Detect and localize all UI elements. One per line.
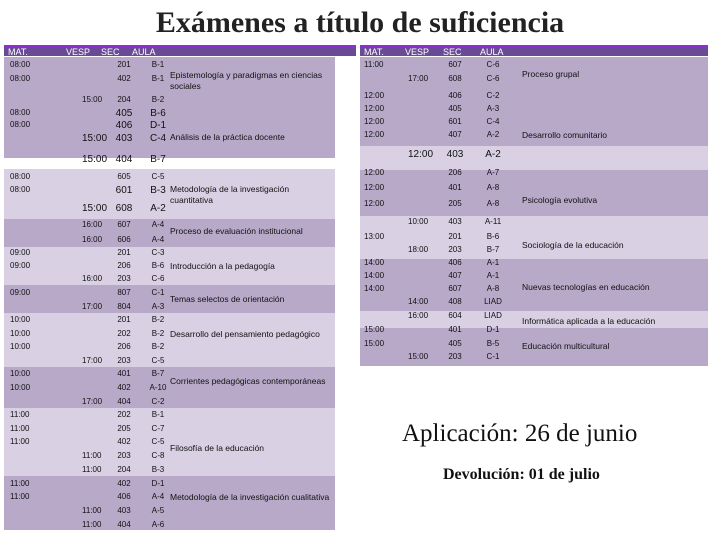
right-table-header [360, 45, 708, 56]
right-cell-aula: C-1 [486, 352, 500, 361]
left-cell-sec: 203 [117, 274, 131, 283]
left-subject: Desarrollo del pensamiento pedagógico [170, 329, 320, 339]
left-cell-aula: B-2 [151, 329, 165, 338]
left-row-group [4, 158, 335, 168]
left-cell-sec: 205 [117, 424, 131, 433]
left-cell-mat: 09:00 [10, 261, 31, 270]
left-cell-aula: B-2 [151, 95, 165, 104]
right-cell-aula: B-5 [486, 339, 500, 348]
left-cell-aula: B-2 [151, 342, 165, 351]
left-cell-aula: B-1 [151, 410, 165, 419]
left-cell-sec: 202 [117, 410, 131, 419]
right-cell-sec: 403 [446, 149, 464, 160]
right-cell-sec: 408 [448, 297, 462, 306]
left-subject: Filosofía de la educación [170, 443, 265, 453]
right-cell-vesp: 15:00 [408, 352, 429, 361]
left-cell-mat: 08:00 [10, 74, 31, 83]
left-cell-sec: 402 [117, 383, 131, 392]
left-cell-vesp: 17:00 [82, 397, 103, 406]
header-vesp: VESP [66, 47, 91, 57]
right-subject: Educación multicultural [522, 341, 610, 351]
right-cell-aula: A-7 [486, 168, 500, 177]
left-cell-sec: 204 [117, 95, 131, 104]
left-table-header [4, 45, 356, 56]
right-subject: Sociología de la educación [522, 240, 624, 250]
right-cell-sec: 607 [448, 60, 462, 69]
left-cell-sec: 402 [117, 479, 131, 488]
left-cell-vesp: 16:00 [82, 235, 103, 244]
left-cell-sec: 403 [115, 133, 133, 144]
left-cell-aula: A-5 [151, 506, 165, 515]
right-cell-mat: 12:00 [364, 130, 385, 139]
left-cell-aula: C-7 [151, 424, 165, 433]
right-cell-mat: 12:00 [364, 183, 385, 192]
left-cell-mat: 10:00 [10, 369, 31, 378]
left-cell-aula: C-2 [151, 397, 165, 406]
left-cell-aula: A-4 [151, 220, 165, 229]
right-cell-aula: LIAD [484, 311, 502, 320]
left-cell-aula: C-3 [151, 248, 165, 257]
right-cell-sec: 406 [448, 91, 462, 100]
right-cell-sec: 203 [448, 352, 462, 361]
left-cell-mat: 10:00 [10, 315, 31, 324]
left-subject: Epistemología y paradigmas en ciencias sociales [170, 70, 323, 91]
left-cell-aula: B-7 [151, 369, 165, 378]
right-cell-aula: A-1 [486, 258, 500, 267]
left-cell-sec: 201 [117, 60, 131, 69]
header-mat: MAT. [364, 47, 384, 57]
right-cell-aula: A-3 [486, 104, 500, 113]
left-cell-aula: B-7 [150, 154, 166, 165]
left-row-group [4, 367, 335, 408]
left-cell-vesp: 11:00 [82, 506, 102, 515]
left-cell-sec: 404 [117, 520, 131, 529]
left-cell-aula: A-2 [150, 203, 166, 214]
right-cell-sec: 203 [448, 245, 462, 254]
left-cell-vesp: 16:00 [82, 220, 103, 229]
left-subject: Corrientes pedagógicas contemporáneas [170, 376, 326, 386]
right-cell-vesp: 17:00 [408, 74, 429, 83]
left-cell-sec: 606 [117, 235, 131, 244]
left-cell-aula: B-3 [150, 185, 166, 196]
left-cell-mat: 10:00 [10, 383, 31, 392]
right-row-group [360, 170, 708, 216]
right-cell-aula: C-2 [486, 91, 500, 100]
left-subject: Análisis de la práctica docente [170, 132, 285, 142]
right-cell-sec: 401 [448, 325, 462, 334]
left-cell-sec: 201 [117, 315, 131, 324]
right-cell-sec: 604 [448, 311, 462, 320]
left-cell-mat: 11:00 [10, 479, 30, 488]
right-cell-aula: B-6 [486, 232, 500, 241]
right-cell-mat: 12:00 [364, 104, 385, 113]
left-cell-mat: 10:00 [10, 329, 31, 338]
left-row-group [4, 313, 335, 367]
right-cell-aula: B-7 [486, 245, 500, 254]
left-subject: Temas selectos de orientación [170, 294, 285, 304]
left-cell-sec: 404 [115, 154, 133, 165]
return-date: Devolución: 01 de julio [443, 466, 600, 483]
right-cell-vesp: 12:00 [408, 149, 434, 160]
left-cell-aula: C-5 [151, 356, 165, 365]
left-cell-sec: 406 [115, 120, 133, 131]
left-cell-sec: 202 [117, 329, 131, 338]
left-cell-mat: 11:00 [10, 492, 30, 501]
left-cell-sec: 204 [117, 465, 131, 474]
header-sec: SEC [101, 47, 120, 57]
right-cell-sec: 607 [448, 284, 462, 293]
right-cell-sec: 601 [448, 117, 462, 126]
right-cell-vesp: 18:00 [408, 245, 429, 254]
left-cell-aula: B-6 [151, 261, 165, 270]
left-cell-vesp: 15:00 [82, 203, 108, 214]
right-cell-sec: 201 [448, 232, 462, 241]
left-cell-mat: 11:00 [10, 410, 30, 419]
left-cell-aula: C-6 [151, 274, 165, 283]
left-cell-sec: 601 [115, 185, 133, 196]
left-cell-aula: A-6 [151, 520, 165, 529]
left-cell-mat: 09:00 [10, 288, 31, 297]
left-cell-vesp: 11:00 [82, 451, 102, 460]
right-subject: Psicología evolutiva [522, 195, 598, 205]
right-cell-aula: A-2 [486, 130, 500, 139]
header-mat: MAT. [8, 47, 28, 57]
right-cell-mat: 12:00 [364, 168, 385, 177]
page-title: Exámenes a título de suficiencia [155, 6, 565, 39]
left-cell-sec: 605 [117, 172, 131, 181]
right-cell-sec: 407 [448, 271, 462, 280]
left-cell-aula: D-1 [151, 479, 165, 488]
right-cell-sec: 405 [448, 104, 462, 113]
right-cell-aula: C-6 [486, 60, 500, 69]
right-cell-mat: 13:00 [364, 232, 385, 241]
left-cell-mat: 08:00 [10, 185, 31, 194]
left-cell-vesp: 11:00 [82, 520, 102, 529]
left-subject: Metodología de la investigación cuantitativa [170, 184, 290, 205]
left-cell-mat: 10:00 [10, 342, 31, 351]
left-cell-aula: C-5 [151, 172, 165, 181]
right-cell-aula: A-8 [486, 199, 500, 208]
left-cell-vesp: 17:00 [82, 302, 103, 311]
left-cell-vesp: 15:00 [82, 154, 108, 165]
right-cell-aula: A-1 [486, 271, 500, 280]
right-cell-aula: C-6 [486, 74, 500, 83]
left-cell-mat: 08:00 [10, 60, 31, 69]
left-cell-sec: 403 [117, 506, 131, 515]
left-cell-vesp: 15:00 [82, 95, 103, 104]
right-cell-mat: 15:00 [364, 325, 385, 334]
right-cell-mat: 12:00 [364, 91, 385, 100]
header-aula: AULA [480, 47, 504, 57]
left-cell-mat: 08:00 [10, 172, 31, 181]
right-cell-sec: 205 [448, 199, 462, 208]
left-cell-sec: 206 [117, 261, 131, 270]
left-cell-aula: A-10 [149, 383, 167, 392]
left-cell-aula: D-1 [149, 120, 167, 131]
left-cell-vesp: 17:00 [82, 356, 103, 365]
right-cell-mat: 14:00 [364, 271, 385, 280]
right-cell-aula: A-8 [486, 183, 500, 192]
left-cell-aula: B-1 [151, 74, 165, 83]
left-cell-aula: B-3 [151, 465, 165, 474]
right-cell-aula: C-4 [486, 117, 500, 126]
header-vesp: VESP [405, 47, 430, 57]
left-cell-sec: 401 [117, 369, 131, 378]
right-cell-mat: 14:00 [364, 284, 385, 293]
left-cell-sec: 807 [117, 288, 131, 297]
right-cell-sec: 401 [448, 183, 462, 192]
right-cell-mat: 12:00 [364, 199, 385, 208]
left-cell-aula: C-1 [151, 288, 165, 297]
left-cell-sec: 406 [117, 492, 131, 501]
left-row-group [4, 408, 335, 476]
left-cell-aula: B-2 [151, 315, 165, 324]
left-cell-sec: 402 [117, 437, 131, 446]
left-cell-aula: A-3 [151, 302, 165, 311]
left-cell-sec: 201 [117, 248, 131, 257]
left-row-group [4, 476, 335, 530]
left-cell-sec: 405 [115, 108, 133, 119]
right-cell-vesp: 14:00 [408, 297, 429, 306]
left-cell-sec: 804 [117, 302, 131, 311]
left-cell-sec: 404 [117, 397, 131, 406]
header-aula: AULA [132, 47, 156, 57]
right-cell-vesp: 16:00 [408, 311, 429, 320]
left-cell-mat: 11:00 [10, 424, 30, 433]
right-cell-aula: A-2 [485, 149, 501, 160]
header-sec: SEC [443, 47, 462, 57]
right-cell-mat: 15:00 [364, 339, 385, 348]
left-cell-aula: B-6 [150, 108, 166, 119]
right-cell-aula: D-1 [486, 325, 500, 334]
left-cell-aula: A-4 [151, 492, 165, 501]
right-cell-vesp: 10:00 [408, 217, 429, 226]
left-cell-aula: C-8 [151, 451, 165, 460]
right-cell-sec: 206 [448, 168, 462, 177]
left-subject: Proceso de evaluación institucional [170, 226, 303, 236]
right-cell-mat: 14:00 [364, 258, 385, 267]
left-cell-aula: A-4 [151, 235, 165, 244]
right-cell-aula: LIAD [484, 297, 502, 306]
right-cell-aula: A-8 [486, 284, 500, 293]
right-cell-sec: 608 [448, 74, 462, 83]
right-cell-sec: 406 [448, 258, 462, 267]
left-cell-mat: 11:00 [10, 437, 30, 446]
left-cell-mat: 08:00 [10, 120, 31, 129]
right-cell-aula: A-11 [484, 217, 502, 226]
right-cell-mat: 12:00 [364, 117, 385, 126]
right-subject: Nuevas tecnologías en educación [522, 282, 650, 292]
left-cell-aula: C-5 [151, 437, 165, 446]
left-cell-vesp: 11:00 [82, 465, 102, 474]
right-subject: Informática aplicada a la educación [522, 316, 656, 326]
left-cell-sec: 607 [117, 220, 131, 229]
left-cell-aula: B-1 [151, 60, 165, 69]
left-cell-sec: 402 [117, 74, 131, 83]
left-cell-sec: 203 [117, 451, 131, 460]
right-subject: Desarrollo comunitario [522, 130, 608, 140]
left-cell-sec: 608 [115, 203, 133, 214]
left-subject: Introducción a la pedagogía [170, 261, 275, 271]
left-cell-vesp: 16:00 [82, 274, 103, 283]
right-cell-sec: 403 [448, 217, 462, 226]
right-subject: Proceso grupal [522, 69, 580, 79]
left-cell-sec: 206 [117, 342, 131, 351]
right-cell-sec: 405 [448, 339, 462, 348]
left-cell-mat: 08:00 [10, 108, 31, 117]
right-cell-sec: 407 [448, 130, 462, 139]
left-cell-mat: 09:00 [10, 248, 31, 257]
left-subject: Metodología de la investigación cualitativa [170, 492, 330, 502]
right-cell-mat: 11:00 [364, 60, 384, 69]
left-cell-vesp: 15:00 [82, 133, 108, 144]
left-cell-aula: C-4 [149, 133, 167, 144]
application-date: Aplicación: 26 de junio [402, 420, 638, 447]
left-cell-sec: 203 [117, 356, 131, 365]
